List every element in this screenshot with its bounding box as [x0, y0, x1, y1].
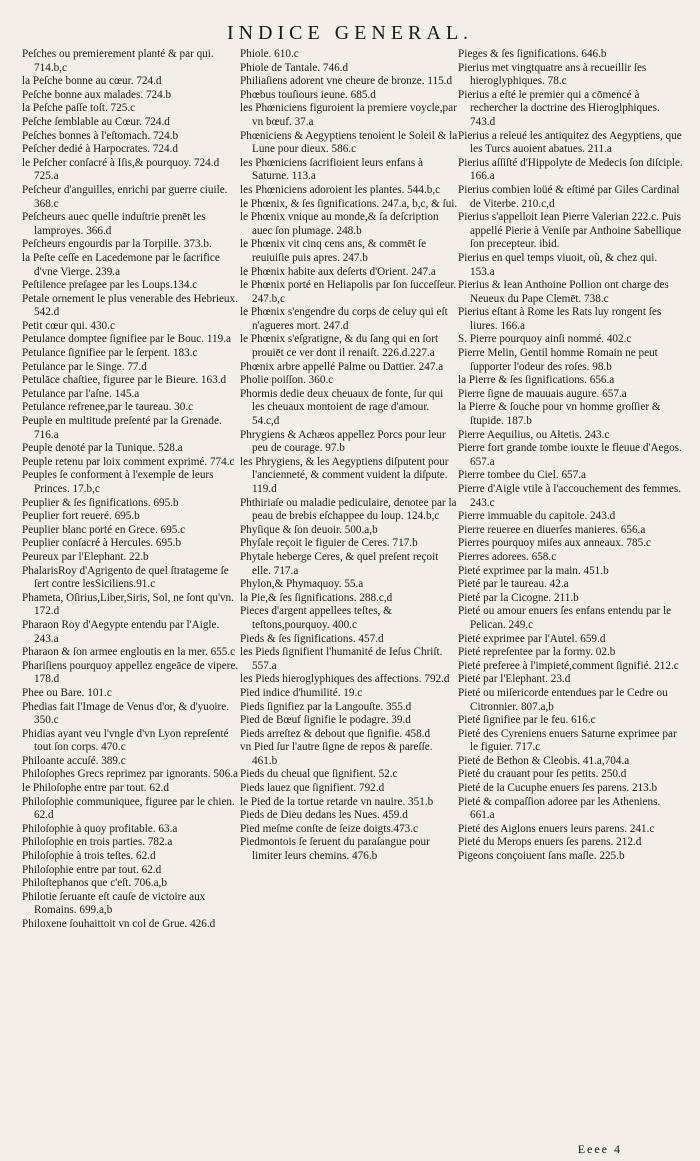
index-entry: Pierius aſſiſté d'Hippolyte de Medecis ſon diſciple. 166.a — [458, 156, 683, 183]
index-entry: Phyſique & ſon deuoir. 500.a,b — [240, 523, 378, 536]
index-entry: Pierres adorees. 658.c — [458, 550, 557, 563]
index-entry: Pied meſme conſte de ſeize doigts.473.c — [240, 822, 419, 835]
index-entry: la Peſche paſſe toſt. 725.c — [22, 102, 136, 115]
index-entry: Petit cœur qui. 430.c — [22, 319, 115, 332]
index-entry: Pieté exprimee par l'Autel. 659.d — [458, 632, 606, 645]
index-entry: Pieté du Merops enuers ſes parens. 212.d — [458, 836, 642, 849]
index-column-2 — [240, 48, 458, 864]
index-entry: Philoante accuſé. 389.c — [22, 754, 126, 767]
index-entry: Pierre reueree en diuerſes manieres. 656.a — [458, 523, 646, 536]
index-entry: Pieds du cheual que ſignifient. 52.c — [240, 768, 398, 781]
index-entry: Peſcher dedié à Harpocrates. 724.d — [22, 143, 178, 156]
index-entry: Pigeons conçoiuent ſans maſle. 225.b — [458, 850, 625, 863]
index-entry: Pholie poiſſon. 360.c — [240, 374, 334, 387]
index-entry: vn Pied ſur l'autre ſigne de repos & pareſſe. 461.b — [240, 741, 433, 767]
index-entry: Pierius a releué les antiquitez des Aegyptiens, que les Turcs auoient abatues. 211.a — [458, 129, 682, 156]
index-entry: Phidias ayant veu l'vngle d'vn Lyon repreſenté tout ſon corps. 470.c — [22, 727, 229, 754]
index-entry: PhalarisRoy d'Agrigento de quel ſtratageme ſe ſert contre lesSiciliens.91.c — [22, 564, 229, 591]
index-entry: Pierre tombee du Ciel. 657.a — [458, 469, 587, 482]
index-entry: S. Pierre pourquoy ainſi nommé. 402.c — [458, 333, 632, 346]
index-entry: Peuples ſe conforment à l'exemple de leurs Princes. 17.b,c — [22, 469, 214, 495]
index-entry: Pieté exprimee par la main. 451.b — [458, 564, 609, 577]
index-entry: Peuplier blanc porté en Grece. 695.c — [22, 523, 186, 536]
index-entry: Peſches ou premierement planté & par qui. 714.b,c — [22, 48, 214, 74]
index-entry: la Peſte ceſſe en Lacedemone par le ſacrifice d'vne Vierge. 239.a — [22, 251, 220, 278]
index-entry: Peuplier & ſes ſignifications. 695.b — [22, 496, 179, 509]
index-entry: Pieté par la Cicogne. 211.b — [458, 591, 579, 604]
index-entry: Pieds ſignifiez par la Langouſte. 355.d — [240, 700, 412, 713]
index-entry: Pieds de Dieu dedans les Nues. 459.d — [240, 809, 408, 822]
index-entry: Philoſophie communiquee, figuree par le chien. 62.d — [22, 795, 235, 822]
index-entry: Philoſtephanos que c'eſt. 706.a,b — [22, 877, 167, 890]
index-entry: Pieds arreſtez & debout que ſignifie. 458.d — [240, 727, 431, 740]
index-entry: le Philoſophe entre par tout. 62.d — [22, 782, 169, 795]
index-entry: Pierre immuable du capitole. 243.d — [458, 510, 616, 523]
index-entry: Pieté ou miſericorde entendues par le Cedre ou Citronnier. 807.a,b — [458, 686, 668, 713]
index-entry: Pierius met vingtquatre ans à recueillir ſes hieroglyphiques. 78.c — [458, 61, 647, 88]
index-entry: Philoſophie entre par tout. 62.d — [22, 863, 162, 876]
index-entry: Petale ornement le plus venerable des Hebrieux. 542.d — [22, 292, 238, 319]
index-entry: Phytale heberge Ceres, & quel preſent reçoit elle. 717.a — [240, 550, 439, 577]
index-entry: Pierres pourquoy miſes aux anneaux. 785.c — [458, 537, 651, 550]
index-entry: Pierre Melin, Gentil homme Romain ne peut ſupporter l'odeur des roſes. 98.b — [458, 347, 658, 373]
index-entry: la Pierre & ſouche pour vn homme groſſier & ſtupide. 187.b — [458, 401, 661, 428]
index-entry: Pierius eſtant à Rome les Rats luy rongent ſes liures. 166.a — [458, 306, 662, 332]
index-entry: Phyſale reçoit le figuier de Ceres. 717.b — [240, 537, 418, 550]
index-entry: le Phœnix vnique au monde,& ſa deſcription auec ſon plumage. 248.b — [240, 211, 439, 237]
index-entry: les Pieds hieroglyphiques des affections. 792.d — [240, 673, 450, 686]
index-entry: Pharaon Roy d'Aegypte entendu par l'Aigle. 243.a — [22, 618, 220, 645]
index-column-3 — [458, 48, 684, 864]
index-entry: Phee ou Bare. 101.c — [22, 686, 112, 699]
index-entry: Pieté preferee à l'impieté,comment ſignifié. 212.c — [458, 659, 679, 672]
index-entry: Pierius combien loüé & eſtimé par Giles Cardinal de Viterbe. 210.c,d — [458, 183, 680, 210]
index-entry: Petulāce chaſtiee, figuree par le Bieure. 163.d — [22, 374, 227, 387]
index-entry: Philoſophie à quoy profitable. 63.a — [22, 822, 178, 835]
index-entry: Phiole. 610.c — [240, 48, 299, 60]
index-entry: Pieté & compaſſion adoree par les Atheniens. 661.a — [458, 795, 661, 822]
index-entry: Phœniciens & Aegyptiens tenoient le Soleil & la Lune pour dieux. 586.c — [240, 129, 458, 156]
index-entry: Pieté de Bethon & Cleobis. 41.a,704.a — [458, 754, 630, 767]
index-entry: Pieté par l'Elephant. 23.d — [458, 673, 571, 686]
index-entry: Peſcheur d'anguilles, enrichi par guerre ciuile. 368.c — [22, 183, 228, 210]
index-entry: Pieté des Cyreniens enuers Saturne exprimee par le figuier. 717.c — [458, 727, 677, 754]
index-entry: le Phœnix habite aux deſerts d'Orient. 247.a — [240, 265, 436, 278]
index-entry: Pieté ou amour enuers ſes enfans entendu par le Pelican. 249.c — [458, 605, 672, 631]
index-entry: Philoſophie à trois teſtes. 62.d — [22, 850, 156, 863]
index-entry: le Phœnix vit cinq cens ans, & commēt ſe reuiuiſie puis apres. 247.b — [240, 238, 427, 264]
page-header: INDICE GENERAL. — [226, 22, 474, 44]
index-entry: Piedmontois ſe ſeruent du paraſangue pour limiter leurs chemins. 476.b — [240, 836, 430, 863]
index-entry: Pierius & Iean Anthoine Pollion ont charge des Neueux du Pape Clemēt. 738.c — [458, 279, 669, 305]
index-entry: Phrygiens & Achæos appellez Porcs pour leur peu de courage. 97.b — [240, 428, 446, 455]
index-entry: Pieté par le taureau. 42.a — [458, 578, 569, 591]
index-entry: Petulance domptee ſignifiee par le Bouc. 119.a — [22, 333, 231, 346]
index-entry: Peuple retenu par loix comment exprimé. 774.c — [22, 455, 235, 468]
index-entry: Pieté des Aiglons enuers leurs parens. 241.c — [458, 822, 655, 835]
index-entry: Pieté repreſentee par la formy. 02.b — [458, 646, 616, 659]
index-entry: Peſches bonnes à l'eſtomach. 724.b — [22, 129, 179, 142]
index-entry: Pieté de la Cucuphe enuers ſes parens. 213.b — [458, 782, 658, 795]
index-entry: Philoxene ſouhaittoit vn col de Grue. 426.d — [22, 918, 216, 930]
index-entry: Pieges & ſes ſignifications. 646.b — [458, 48, 607, 60]
index-entry: Phormis dedie deux cheuaux de fonte, ſur qui les cheuaux montoient de rage d'amour. 54.c,d — [240, 387, 444, 428]
index-entry: Pierre fort grande tombe iouxte le fleuue d'Aegos. 657.a — [458, 442, 682, 468]
index-entry: Peureux par l'Elephant. 22.b — [22, 550, 149, 563]
index-entry: Philiaſiens adorent vne cheure de bronze. 115.d — [240, 75, 453, 88]
index-entry: Pieds lauez que ſignifient. 792.d — [240, 782, 385, 795]
index-entry: Pierre d'Aigle vtile à l'accouchement des femmes. 243.c — [458, 483, 682, 509]
index-entry: le Phœnix s'eſgratigne, & du ſang qui en ſort prouiēt ce ver dont il renaiſt. 226.d.227.a — [240, 333, 439, 360]
index-entry: le Phœnix, & ſes ſignifications. 247.a, b,c, & ſui. — [240, 197, 458, 210]
index-entry: la Pierre & ſes ſignifications. 656.a — [458, 374, 615, 387]
index-entry: Peuple denoté par la Tunique. 528.a — [22, 442, 183, 455]
index-entry: Phariſiens pourquoy appellez engeāce de vipere. 178.d — [22, 659, 239, 686]
index-entry: Pierre ſigne de mauuais augure. 657.a — [458, 387, 627, 400]
index-entry: Phedias fait l'Image de Venus d'or, & d'yuoire. 350.c — [22, 700, 230, 727]
index-entry: Petulance par le Singe. 77.d — [22, 360, 147, 373]
index-entry: Pieds & ſes ſignifications. 457.d — [240, 632, 384, 645]
index-entry: Phœbus touſiours ieune. 685.d — [240, 88, 376, 101]
index-entry: Peſche bonne aux malades. 724.b — [22, 88, 172, 101]
index-entry: Pied de Bœuf ſignifie le podagre. 39.d — [240, 714, 411, 727]
index-entry: le Pied de la tortue retarde vn nauire. 351.b — [240, 795, 434, 808]
index-entry: Peuplier fort reueré. 695.b — [22, 510, 140, 523]
index-entry: les Phœniciens adoroient les plantes. 544.b,c — [240, 183, 441, 196]
index-entry: Pierius en quel temps viuoit, où, & chez qui. 153.a — [458, 251, 658, 278]
index-entry: Pierius a eſté le premier qui a cōmencé à rechercher la doctrine des Hieroglphiques. 743.d — [458, 88, 660, 128]
index-entry: Phœnix arbre appellé Palme ou Dattier. 247.a — [240, 360, 444, 373]
index-entry: Philoſophes Grecs reprimez par ignorants. 506.a — [22, 768, 238, 781]
index-entry: Petulance ſignifiee par le ſerpent. 183.c — [22, 347, 198, 360]
index-entry: Peuplier conſacré à Hercules. 695.b — [22, 537, 182, 550]
index-entry: Phthiriaſe ou maladie pediculaire, denotee par la peau de brebis eſchappee du loup. 124.b,c — [240, 496, 457, 523]
index-entry: Pierre Aequilius, ou Aɫtetis. 243.c — [458, 428, 610, 441]
index-entry: le Phœnix porté en Heliapolis par ſon ſucceſſeur. 247.b,c — [240, 279, 457, 305]
index-entry: Petulance par l'aſne. 145.a — [22, 387, 140, 400]
index-entry: le Phœnix s'engendre du corps de celuy qui eſt n'agueres mort. 247.d — [240, 306, 448, 332]
index-entry: Peuple en multitude preſenté par la Grenade. 716.a — [22, 415, 222, 441]
index-entry: Phameta, Oſirius,Liber,Siris, Sol, ne ſont qu'vn. 172.d — [22, 591, 234, 618]
index-entry: Pieces d'argent appellees teſtes, & teſtons,pourquoy. 400.c — [240, 605, 392, 631]
index-entry: Peſche ſemblable au Cœur. 724.d — [22, 115, 170, 128]
index-entry: Pieté ſignifiee par le feu. 616.c — [458, 714, 596, 727]
index-entry: Petulance refrenee,par le taureau. 30.c — [22, 401, 194, 414]
index-entry: les Phœniciens figuroient la premiere voycle,par vn bœuf. 37.a — [240, 102, 457, 128]
index-entry: les Phœniciens ſacrifioient leurs enfans à Saturne. 113.a — [240, 156, 423, 183]
index-entry: la Pie,& ſes ſignifications. 288.c,d — [240, 591, 393, 604]
index-entry: la Peſche bonne au cœur. 724.d — [22, 75, 162, 88]
index-entry: Philotie ſeruante eſt cauſe de victoire aux Romains. 699.a,b — [22, 890, 206, 917]
index-entry: Phiole de Tantale. 746.d — [240, 61, 349, 74]
index-entry: Pierius s'appelloit Iean Pierre Valerian 222.c. Puis appellé Pierie à Veniſe par Anthoine Sabellique ſon precepteur. ibid. — [458, 211, 682, 251]
index-entry: les Phrygiens, & les Aegyptiens diſputent pour l'ancienneté, & comment vuident la diſpute. 119.d — [240, 455, 449, 495]
index-entry: Peſcheurs engourdis par la Torpille. 373.b. — [22, 238, 212, 251]
index-entry: Peſtilence preſagee par les Loups.134.c — [22, 279, 198, 292]
index-column-1 — [22, 48, 240, 932]
index-entry: Philoſophie en trois parties. 782.a — [22, 836, 173, 849]
index-entry: le Peſcher conſacré à Iſis,& pourquoy. 724.d 725.a — [22, 156, 220, 183]
index-entry: Peſcheurs auec quelle induſtrie prenēt les lamproyes. 366.d — [22, 211, 206, 237]
index-entry: Pharaon & ſon armee engloutis en la mer. 655.c — [22, 646, 236, 659]
index-entry: Pieté du crauant pour ſes petits. 250.d — [458, 768, 627, 781]
index-entry: les Pieds ſignifient l'humanité de Ieſus Chriſt. 557.a — [240, 646, 443, 672]
printer-signature: Eeee 4 — [577, 1142, 622, 1156]
index-entry: Phylon,& Phymaquoy. 55.a — [240, 578, 364, 591]
index-entry: Pied indice d'humilité. 19.c — [240, 686, 363, 699]
